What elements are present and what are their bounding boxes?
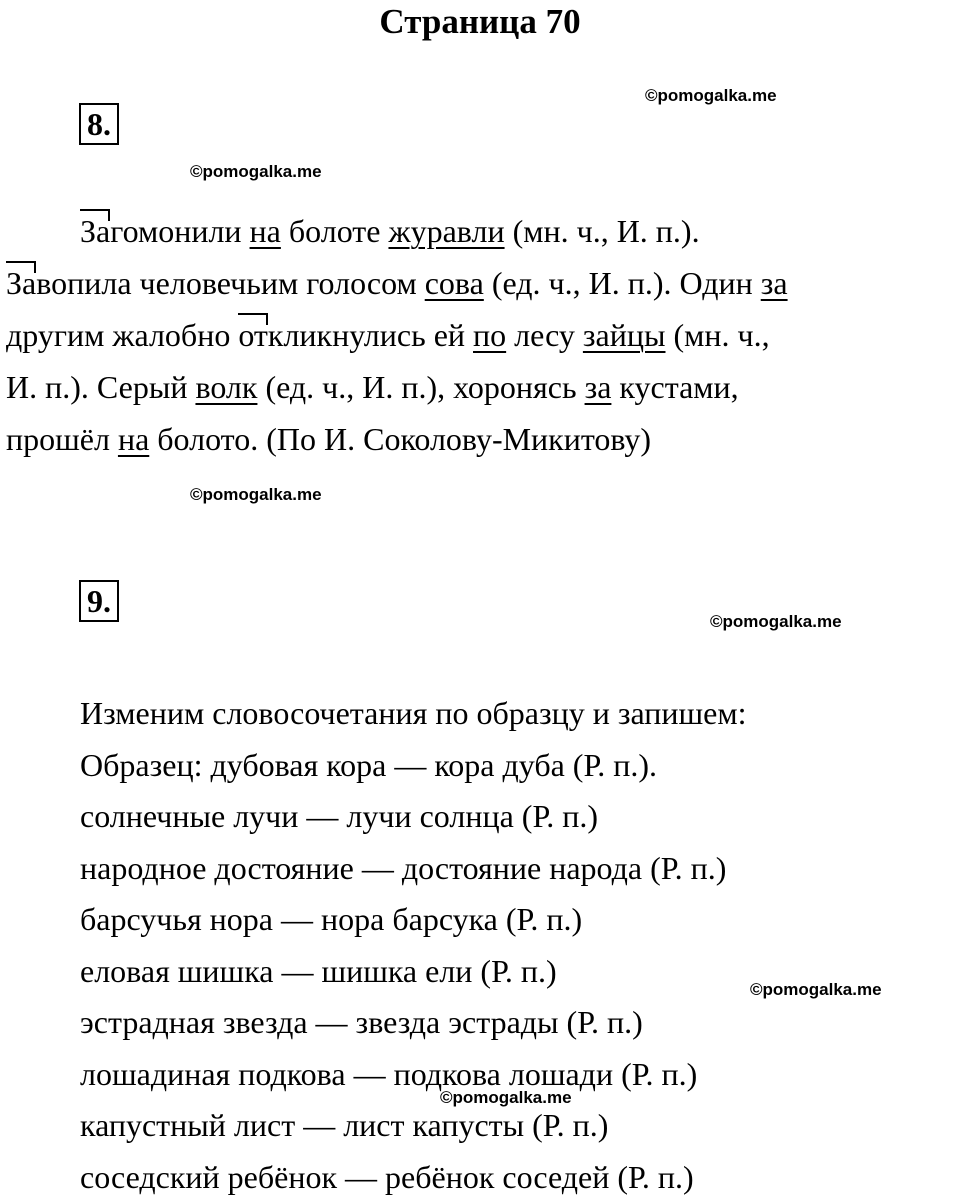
underlined-subject: волк [195,369,257,405]
task-9-sample: Образец: дубовая кора — кора дуба (Р. п.). [80,740,950,792]
prefix-mark: от [238,317,268,353]
list-item: капустный лист — лист капусты (Р. п.) [80,1100,950,1152]
underlined-preposition: на [118,421,149,457]
watermark: ©pomogalka.me [710,612,842,632]
task-8-text [6,205,956,465]
page-title: Страница 70 [0,0,960,44]
list-item: народное достояние — достояние народа (Р. п.) [80,843,950,895]
watermark: ©pomogalka.me [440,1088,572,1108]
task-9-number: 9. [79,580,119,622]
underlined-subject: сова [425,265,484,301]
text-line: Завопила человечьим голосом сова (ед. ч., И. п.). Один за [6,257,956,309]
list-item: соседский ребёнок — ребёнок соседей (Р. п.) [80,1152,950,1203]
watermark: ©pomogalka.me [750,980,882,1000]
list-item: еловая шишка — шишка ели (Р. п.) [80,946,950,998]
underlined-preposition: на [250,213,281,249]
underlined-preposition: за [761,265,788,301]
text-line: другим жалобно откликнулись ей по лесу зайцы (мн. ч., [6,309,956,361]
list-item: барсучья нора — нора барсука (Р. п.) [80,894,950,946]
task-9-intro: Изменим словосочетания по образцу и запишем: [80,688,950,740]
task-8-number: 8. [79,103,119,145]
text-line: Загомонили на болоте журавли (мн. ч., И. п.). [6,205,956,257]
prefix-mark: За [6,265,36,301]
list-item: эстрадная звезда — звезда эстрады (Р. п.) [80,997,950,1049]
underlined-subject: зайцы [583,317,666,353]
text-line: прошёл на болото. (По И. Соколову-Микитову) [6,413,956,465]
watermark: ©pomogalka.me [190,485,322,505]
text-line: И. п.). Серый волк (ед. ч., И. п.), хоронясь за кустами, [6,361,956,413]
list-item: солнечные лучи — лучи солнца (Р. п.) [80,791,950,843]
underlined-subject: журавли [388,213,504,249]
watermark: ©pomogalka.me [190,162,322,182]
prefix-mark: За [80,213,110,249]
underlined-preposition: по [473,317,506,353]
task-9-list [80,688,950,1203]
underlined-preposition: за [585,369,612,405]
list-item: лошадиная подкова — подкова лошади (Р. п.) [80,1049,950,1101]
watermark: ©pomogalka.me [645,86,777,106]
